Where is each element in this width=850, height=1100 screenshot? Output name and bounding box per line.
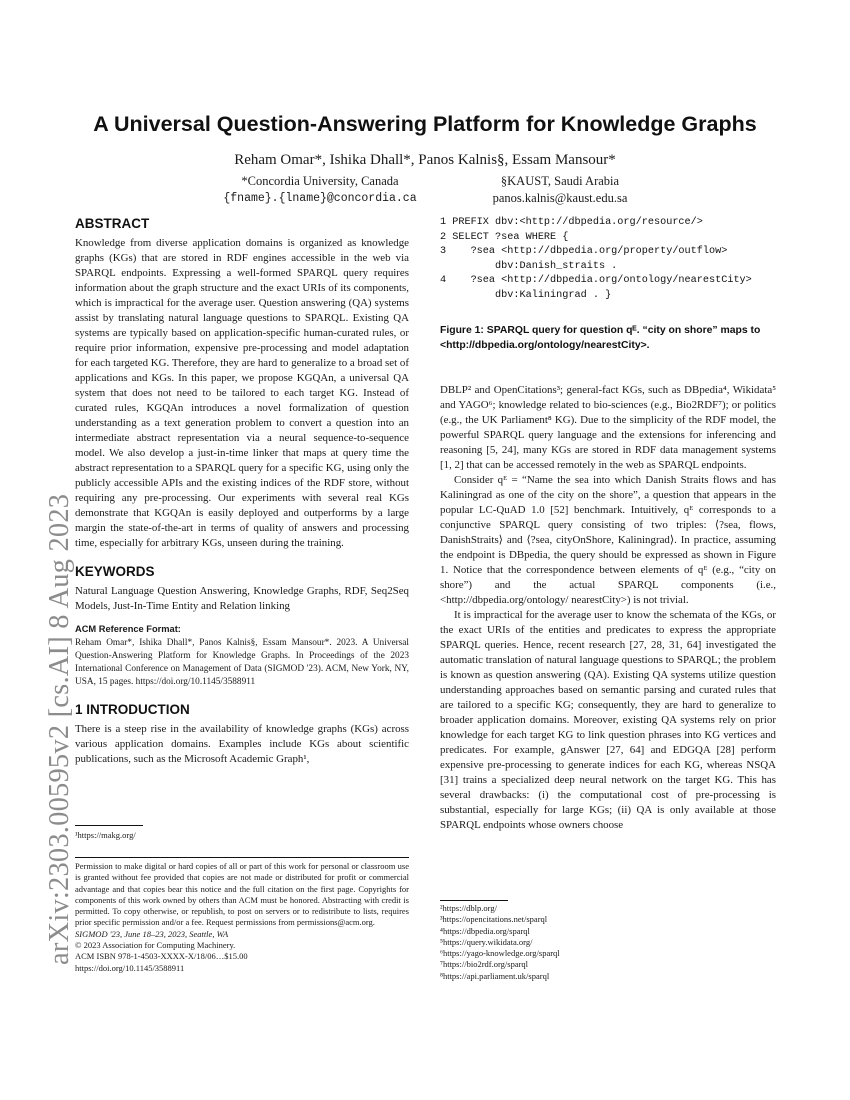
affiliation-email: {fname}.{lname}@concordia.ca [223, 192, 417, 205]
footnote-bio2rdf: ⁷https://bio2rdf.org/sparql [440, 959, 529, 970]
footnote-rule-right [440, 900, 508, 901]
permission-block [75, 861, 409, 974]
affiliation-concordia [220, 173, 420, 207]
code-line: 4 ?sea <http://dbpedia.org/ontology/nearestCity> [440, 275, 752, 287]
intro-text: There is a steep rise in the availability of knowledge graphs (KGs) across various application domains. Examples include KGs about scientific publications, such as the Microsoft Academic Graph¹, [75, 723, 409, 765]
permission-rule [75, 857, 409, 858]
body-paragraph: It is impractical for the average user to know the schemata of the KGs, or the exact URIs of the entities and predicates to express the appropriate SPARQL queries. Hence, recent research [27, 28, 31, 64] investigated the automatic translation of natural language questions to SPARQL; the problem is known as question answering (QA). Existing QA systems utilize question understanding approaches based on semantic parsing and curated rules that are tailored to a specific KG; consequently, they are hard to generalize to broader application domains. Moreover, existing QA systems rely on prior knowledge for each target KG to link question phrases into KG vertices and predicates. For example, gAnswer [27, 64] and EDGQA [28] perform expensive pre-processing to generate indices for each KG, whereas NSQA [31] trains a specialized deep neural network on the target KG. This has several drawbacks: (i) the computational cost of pre-processing is substantial, especially for large KGs; (ii) QA is only available at those SPARQL endpoints whose owners choose [440, 609, 776, 831]
doi-line: https://doi.org/10.1145/3588911 [75, 962, 185, 973]
isbn-line: ACM ISBN 978-1-4503-XXXX-X/18/06…$15.00 [75, 951, 248, 962]
intro-heading: 1 INTRODUCTION [75, 702, 190, 717]
footnote-opencitations: ³https://opencitations.net/sparql [440, 914, 548, 925]
footnote-rule-left [75, 825, 143, 826]
footnote-makg: ¹https://makg.org/ [75, 830, 136, 840]
abstract-heading: ABSTRACT [75, 216, 150, 231]
copyright-line: © 2023 Association for Computing Machinery. [75, 940, 236, 951]
footnotes-right [440, 903, 776, 982]
affiliation-name: *Concordia University, Canada [241, 174, 399, 188]
code-line: 2 SELECT ?sea WHERE { [440, 231, 569, 243]
footnote-wikidata: ⁵https://query.wikidata.org/ [440, 936, 533, 947]
permission-text: Permission to make digital or hard copies of all or part of this work for personal or classroom use is granted without fee provided that copies are not made or distributed for profit or commercial advantage and that copies bear this notice and the full citation on the first page. Copyrights for components of this work owned by others than ACM must be honored. Abstracting with credit is permitted. To copy otherwise, or republish, to post on servers or to redistribute to lists, requires prior specific permission and/or a fee. Request permissions from permissions@acm.org. [75, 861, 409, 928]
code-line: dbv:Danish_straits . [440, 260, 618, 272]
footnote-yago: ⁶https://yago-knowledge.org/sparql [440, 948, 560, 959]
acm-ref-heading: ACM Reference Format: [75, 624, 181, 634]
left-column [75, 216, 409, 767]
arxiv-identifier: arXiv:2303.00595v2 [cs.AI] 8 Aug 2023 [44, 493, 75, 965]
acm-ref-text: Reham Omar*, Ishika Dhall*, Panos Kalnis§, Essam Mansour*. 2023. A Universal Question-Answering Platform for Knowledge Graphs. In Proceedings of the 2023 International Conference on Management of Data (SIGMOD '23). ACM, New York, NY, USA, 15 pages. https://doi.org/10.1145/3588911 [75, 638, 409, 687]
affiliation-kaust [460, 173, 660, 207]
abstract-text: Knowledge from diverse application domains is organized as knowledge graphs (KGs) that are stored in RDF engines accessible in the web via SPARQL endpoints. Expressing a well-formed SPARQL query requires information about the graph structure and the exact URIs of its components, which is impractical for the average user. Question answering (QA) systems assist by translating natural language questions to SPARQL. Existing QA systems are typically based on application-specific human-curated rules, or require prior information, expensive pre-processing and model adaptation for each targeted KG. Therefore, they are hard to generalize to a broad set of applications and KGs. In this paper, we propose KGQAn, a universal QA system that does not need to be tailored to each target KG. Instead of curated rules, KGQAn introduces a novel formalization of question understanding as a text generation problem to convert a question into an intermediate abstract representation via a neural sequence-to-sequence model. We also develop a just-in-time linker that maps at query time the abstract representation to a SPARQL query for a specific KG, using only the publicly accessible APIs and the existing indices of the RDF store, without requiring any pre-processing. Our experiments with several real KGs demonstrate that KGQAn is easily deployed and outperforms by a large margin the state-of-the-art in terms of quality of answers and processing time, especially for arbitrary KGs, unseen during the training. [75, 237, 409, 549]
code-line: dbv:Kaliningrad . } [440, 289, 612, 301]
paper-title: A Universal Question-Answering Platform for Knowledge Graphs [93, 112, 757, 136]
keywords-text: Natural Language Question Answering, Knowledge Graphs, RDF, Seq2Seq Models, Just-In-Time Entity and Relation linking [75, 585, 409, 612]
footnote-parliament: ⁸https://api.parliament.uk/sparql [440, 970, 550, 981]
affiliation-email: panos.kalnis@kaust.edu.sa [492, 191, 628, 205]
body-paragraph: DBLP² and OpenCitations³; general-fact KGs, such as DBpedia⁴, Wikidata⁵ and YAGO⁶; knowledge related to bio-sciences (e.g., Bio2RDF⁷); or politics (e.g., the UK Parliament⁸ KG). Due to the simplicity of the RDF model, the powerful SPARQL query language and the extensions for inferencing and reasoning [5, 24], many KGs are stored in RDF data management systems [1, 2] that can be accessed remotely in the web as SPARQL endpoints. [440, 384, 776, 471]
right-column-body [440, 383, 776, 833]
keywords-heading: KEYWORDS [75, 564, 155, 579]
sparql-code-listing [440, 216, 776, 304]
conference-line: SIGMOD '23, June 18–23, 2023, Seattle, WA [75, 928, 229, 939]
figure-1-caption: Figure 1: SPARQL query for question qᴱ. “city on shore” maps to <http://dbpedia.org/ontology/nearestCity>. [440, 325, 761, 351]
author-list: Reham Omar*, Ishika Dhall*, Panos Kalnis§, Essam Mansour* [234, 152, 616, 168]
body-paragraph: Consider qᴱ = “Name the sea into which Danish Straits flows and has Kaliningrad as one of the city on the shore”, a question that appears in the popular LC-QuAD 1.0 [52] benchmark. Intuitively, qᴱ corresponds to a conjunctive SPARQL query consisting of two triples: ⟨?sea, flows, DanishStraits⟩ and ⟨?sea, cityOnShore, Kaliningrad⟩. In practice, assuming the endpoint is DBpedia, the query should be expressed as shown in Figure 1. Notice that the correspondence between elements of qᴱ (e.g., “city on shore”) and the actual SPARQL components (i.e., <http://dbpedia.org/ontology/ nearestCity>) is not trivial. [440, 474, 776, 606]
affiliation-name: §KAUST, Saudi Arabia [500, 174, 620, 188]
footnote-dblp: ²https://dblp.org/ [440, 903, 497, 913]
footnote-dbpedia: ⁴https://dbpedia.org/sparql [440, 925, 530, 936]
code-line: 3 ?sea <http://dbpedia.org/property/outflow> [440, 246, 728, 258]
code-line: 1 PREFIX dbv:<http://dbpedia.org/resource/> [440, 217, 703, 228]
